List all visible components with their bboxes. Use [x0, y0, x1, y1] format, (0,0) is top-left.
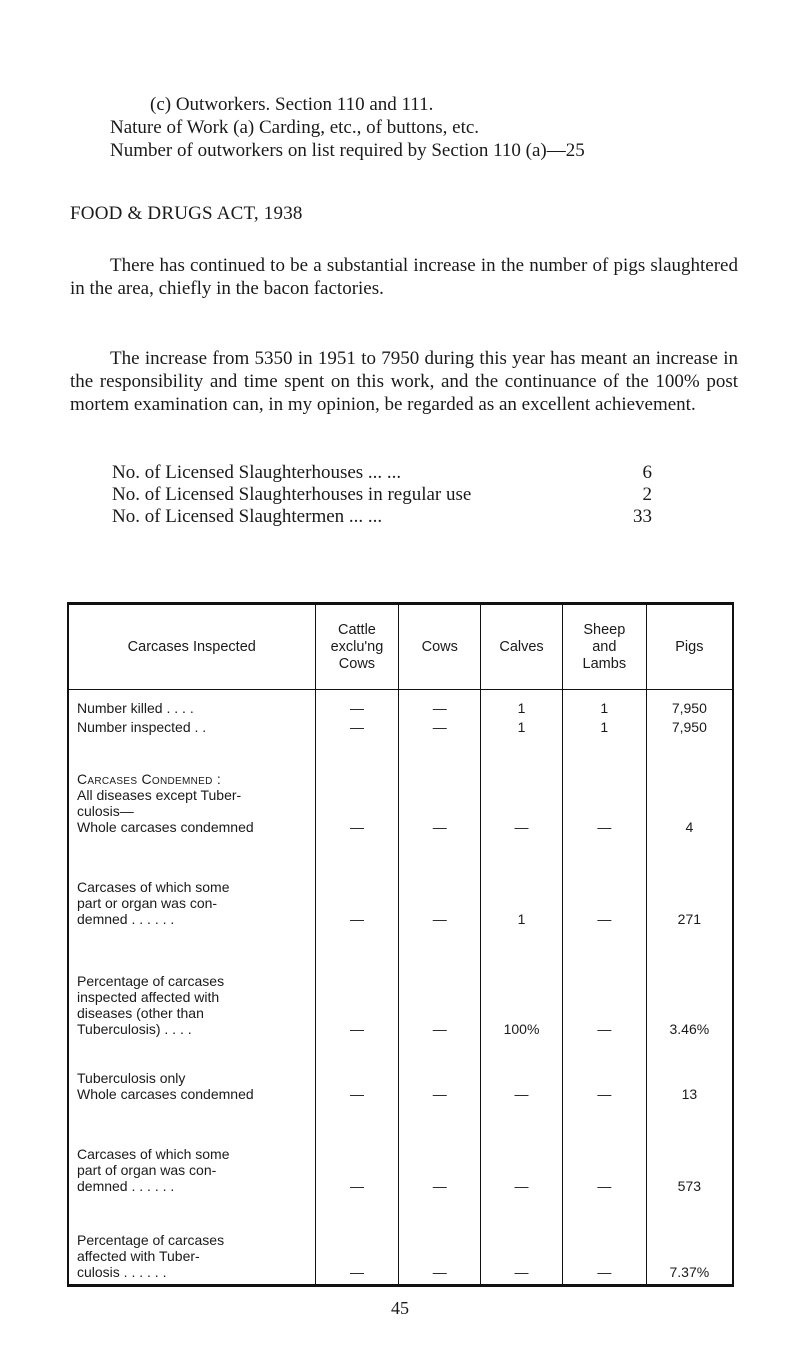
cell: — [399, 735, 481, 835]
count-row [112, 506, 652, 528]
row-label-line: culosis . . . . . . [77, 1264, 167, 1280]
cell: 3.46% [669, 1020, 710, 1037]
row-label-line: Whole carcases condemned [77, 1085, 254, 1102]
row-label-line: inspected affected with [77, 988, 220, 1005]
cell: 7.37% [669, 1264, 710, 1280]
row-label [68, 1037, 315, 1102]
cell: — [399, 1102, 481, 1194]
cell: — [315, 716, 399, 735]
carcases-condemned-heading: Carcases Condemned : [77, 770, 222, 787]
row-label-line: affected with Tuber- [77, 1248, 200, 1264]
cell: — [399, 690, 481, 716]
count-row [112, 484, 652, 506]
cell: — [315, 735, 399, 835]
header-cattle-line: Cattle [337, 621, 376, 638]
cell: 7,950 [671, 699, 707, 716]
outworkers-section [70, 93, 750, 162]
cell: — [399, 835, 481, 927]
cell: — [315, 927, 399, 1037]
header-sheep [562, 604, 646, 690]
cell: 7,950 [671, 718, 707, 735]
cell: 1 [562, 690, 646, 716]
table-row [68, 1194, 733, 1286]
header-sheep-line: Lambs [582, 655, 627, 672]
outworkers-count: Number of outworkers on list required by Section 110 (a)—25 [110, 140, 585, 161]
cell: 1 [481, 716, 563, 735]
count-label: No. of Licensed Slaughterhouses ... ... [112, 462, 402, 483]
cell: — [399, 927, 481, 1037]
cell: 100% [481, 927, 563, 1037]
count-label: No. of Licensed Slaughtermen ... ... [112, 506, 383, 527]
cell: 1 [562, 716, 646, 735]
row-label-line: diseases (other than [77, 1004, 204, 1021]
row-label [68, 690, 315, 716]
cell: — [562, 1102, 646, 1194]
outworkers-heading: (c) Outworkers. Section 110 and 111. [150, 94, 434, 115]
cell: — [315, 1102, 399, 1194]
cell: 1 [481, 690, 563, 716]
header-pigs: Pigs [646, 604, 733, 690]
table-row [68, 1102, 733, 1194]
row-label [68, 1102, 315, 1194]
row-label-line: demned . . . . . . [77, 1177, 175, 1194]
row-label-line: Tuberculosis) . . . . [77, 1020, 192, 1037]
slaughterhouse-counts [112, 462, 652, 528]
row-label-line: demned . . . . . . [77, 910, 175, 927]
increase-paragraph: The increase from 5350 in 1951 to 7950 during this year has meant an increase in the responsibility and time spent on this work, and the continuance of the 100% post mortem examination can, in my opinion, be regarded as an excellent achievement. [70, 348, 738, 415]
row-label-line: part of organ was con- [77, 1161, 217, 1178]
food-drugs-title: FOOD & DRUGS ACT, 1938 [70, 203, 303, 224]
pigs-paragraph: There has continued to be a substantial increase in the number of pigs slaughtered in the area, chiefly in the bacon factories. [70, 255, 738, 299]
row-label-line: Number inspected . . [77, 718, 207, 735]
row-label-line: Percentage of carcases [77, 972, 225, 989]
cell: — [399, 1194, 481, 1286]
header-cattle [315, 604, 399, 690]
cell: 573 [677, 1177, 702, 1194]
count-value: 2 [642, 484, 652, 505]
header-cows: Cows [399, 604, 481, 690]
cell: — [315, 690, 399, 716]
row-label-line: culosis— [77, 802, 134, 819]
cell: — [399, 716, 481, 735]
row-label [68, 735, 315, 835]
cell: — [562, 927, 646, 1037]
count-row [112, 462, 652, 484]
cell: — [562, 835, 646, 927]
cell: — [315, 1194, 399, 1286]
table-row [68, 735, 733, 835]
nature-of-work: Nature of Work (a) Carding, etc., of buttons, etc. [110, 117, 480, 138]
row-label-line: Percentage of carcases [77, 1232, 225, 1248]
cell: — [562, 1194, 646, 1286]
cell: — [399, 1037, 481, 1102]
row-label [68, 835, 315, 927]
row-label-line: Carcases of which some [77, 878, 230, 895]
header-sheep-line: Sheep [583, 621, 626, 638]
cell: — [481, 735, 563, 835]
count-value: 33 [633, 506, 652, 527]
row-label [68, 1194, 315, 1286]
page-number: 45 [391, 1298, 409, 1318]
row-label-line: Carcases of which some [77, 1145, 230, 1162]
table-row [68, 927, 733, 1037]
table-header-row [68, 604, 733, 690]
cell: — [481, 1037, 563, 1102]
carcases-table [67, 602, 734, 1287]
cell: — [315, 1037, 399, 1102]
row-label [68, 927, 315, 1037]
count-label: No. of Licensed Slaughterhouses in regular use [112, 484, 472, 505]
row-label-line: Tuberculosis only [77, 1069, 186, 1086]
cell: — [562, 735, 646, 835]
header-cattle-line: exclu'ng [330, 638, 384, 655]
row-label-line: All diseases except Tuber- [77, 786, 242, 803]
cell: 1 [481, 835, 563, 927]
row-label [68, 716, 315, 735]
cell: — [315, 835, 399, 927]
cell: — [562, 1037, 646, 1102]
cell: 271 [677, 910, 702, 927]
row-label-line: part or organ was con- [77, 894, 218, 911]
row-label-line: Number killed . . . . [77, 699, 194, 716]
count-value: 6 [642, 462, 652, 483]
table-row [68, 690, 733, 716]
cell: — [481, 1102, 563, 1194]
cell: 13 [681, 1085, 698, 1102]
header-cattle-line: Cows [338, 655, 376, 672]
row-label-line: Whole carcases condemned [77, 818, 254, 835]
table-row [68, 835, 733, 927]
table-row [68, 716, 733, 735]
table-row [68, 1037, 733, 1102]
cell: — [481, 1194, 563, 1286]
header-calves: Calves [481, 604, 563, 690]
cell: 4 [685, 818, 694, 835]
header-carcases-inspected: Carcases Inspected [68, 604, 315, 690]
header-sheep-line: and [592, 638, 617, 655]
